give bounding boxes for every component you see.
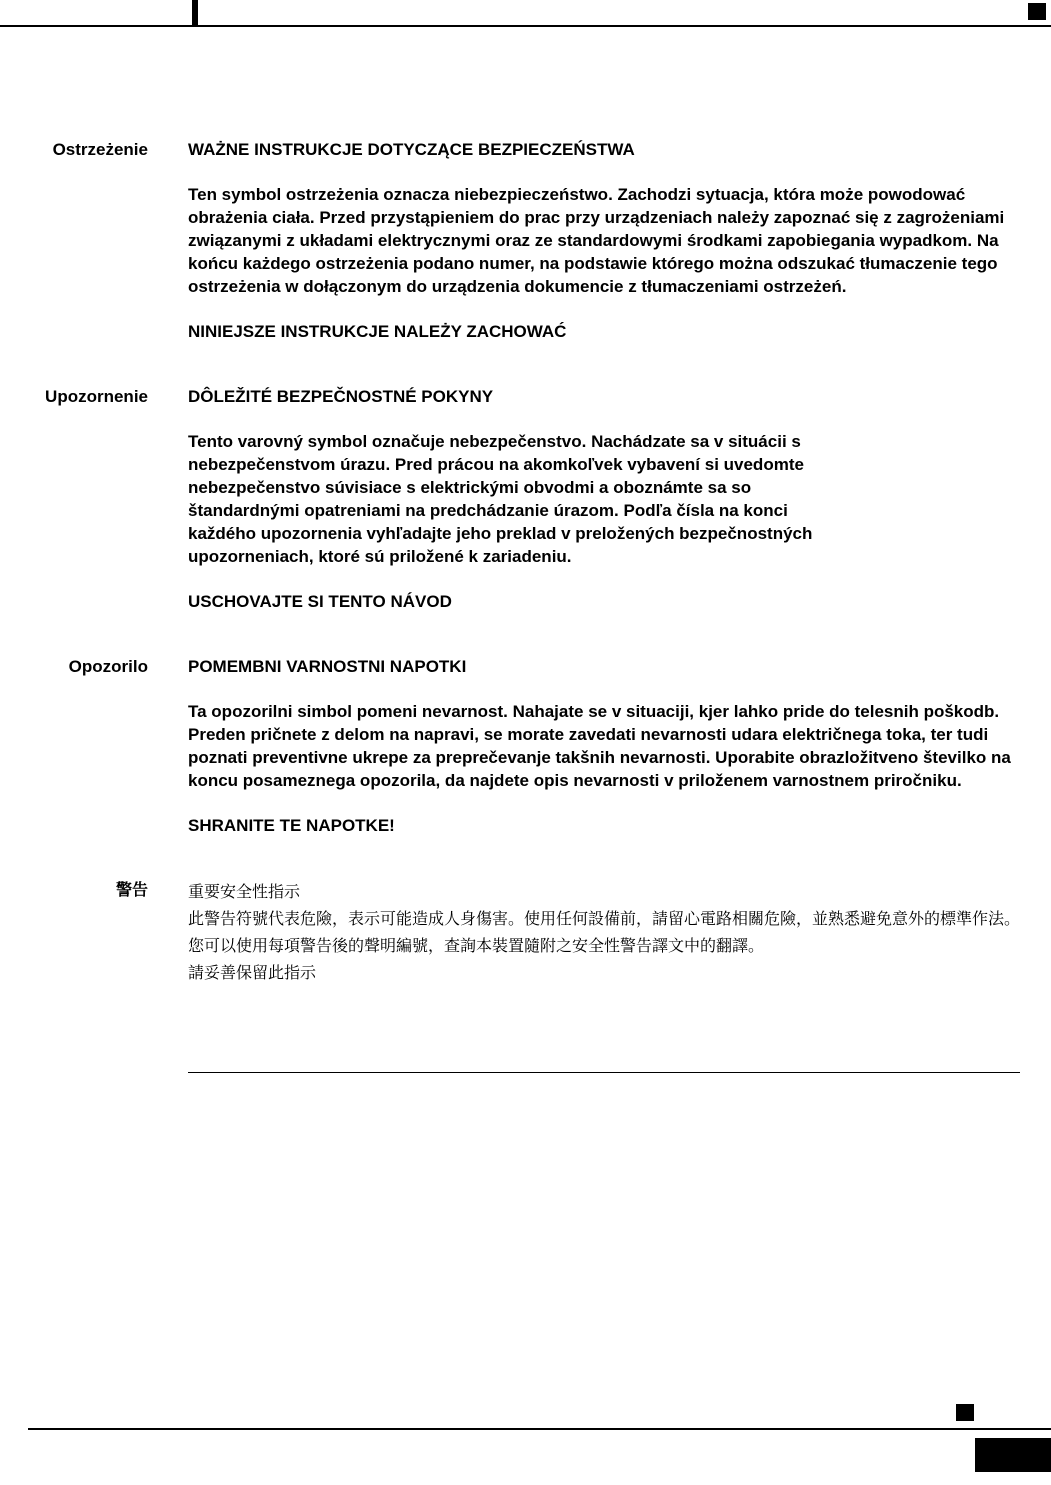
warning-content-chinese [188, 879, 1020, 987]
warning-body-polish: Ten symbol ostrzeżenia oznacza niebezpieczeństwo. Zachodzi sytuacja, która może powodować obrażenia ciała. Przed przystąpieniem do prac przy urządzeniach należy zapoznać się z zagrożeniami związanymi z układami elektrycznymi oraz ze standardowymi środkami zapobiegania wypadkom. Na końcu każdego ostrzeżenia podano numer, na podstawie którego można odszukać tłumaczenie tego ostrzeżenia w dołączonym do urządzenia dokumencie z tłumaczeniami ostrzeżeń. [188, 185, 1005, 296]
warning-label-chinese: 警告 [115, 882, 148, 899]
warning-body-slovenian: Ta opozorilni simbol pomeni nevarnost. Nahajate se v situaciji, kjer lahko pride do telesnih poškodb. Preden pričnete z delom na napravi, se morate zavedati nevarnosti udara električnega toka, ter tudi poznati preventivne ukrepe za preprečevanje takšnih nevarnosti. Uporabite obrazložitveno številko na koncu posameznega opozorila, da najdete opis nevarnosti v priloženem varnostnem priročniku. [188, 702, 1011, 790]
warning-section-slovak [0, 385, 1051, 613]
warning-content-polish [188, 138, 1020, 343]
warning-sections [0, 138, 1051, 1029]
warning-title-slovak: DÔLEŽITÉ BEZPEČNOSTNÉ POKYNY [188, 387, 494, 406]
warning-keep-line-chinese: 請妥善保留此指示 [188, 965, 317, 982]
header-rule [0, 25, 1051, 27]
warning-label-slovenian: Opozorilo [68, 657, 148, 676]
warning-title-slovenian: POMEMBNI VARNOSTNI NAPOTKI [188, 657, 467, 676]
warning-body-slovak: Tento varovný symbol označuje nebezpečenstvo. Nachádzate sa v situácii s nebezpečenstvom úrazu. Pred prácou na akomkoľvek vybavení si uvedomte nebezpečenstvo súvisiace s elektrickými obvodmi a oboznámte sa so štandardnými opatreniami na predchádzanie úrazom. Podľa čísla na konci každého upozornenia vyhľadajte jeho preklad v preložených bezpečnostných upozorneniach, ktoré sú priložené k zariadeniu. [188, 432, 813, 566]
warning-section-polish [0, 138, 1051, 343]
warning-keep-line-slovenian: SHRANITE TE NAPOTKE! [188, 816, 395, 835]
warning-section-slovenian [0, 655, 1051, 837]
warning-title-chinese: 重要安全性指示 [188, 884, 301, 901]
warning-label-slovak: Upozornenie [45, 387, 148, 406]
page-number-block [975, 1438, 1051, 1472]
bottom-right-marker-block [956, 1404, 974, 1421]
top-crop-mark [192, 0, 198, 27]
warning-keep-line-slovak: USCHOVAJTE SI TENTO NÁVOD [188, 592, 452, 611]
warning-body-chinese: 此警告符號代表危險，表示可能造成人身傷害。使用任何設備前，請留心電路相關危險，並熟悉避免意外的標準作法。您可以使用每項警告後的聲明編號，查詢本裝置隨附之安全性警告譯文中的翻譯。 [188, 911, 1021, 955]
warning-content-slovenian [188, 655, 1020, 837]
warning-label-polish: Ostrzeżenie [52, 140, 148, 159]
top-right-corner-block [1028, 3, 1046, 20]
warning-title-polish: WAŻNE INSTRUKCJE DOTYCZĄCE BEZPIECZEŃSTWA [188, 140, 635, 159]
warning-content-slovak [188, 385, 1020, 613]
warning-section-chinese [0, 879, 1051, 987]
section-divider-rule [188, 1072, 1020, 1073]
footer-rule [28, 1428, 1051, 1430]
warning-keep-line-polish: NINIEJSZE INSTRUKCJE NALEŻY ZACHOWAĆ [188, 322, 567, 341]
